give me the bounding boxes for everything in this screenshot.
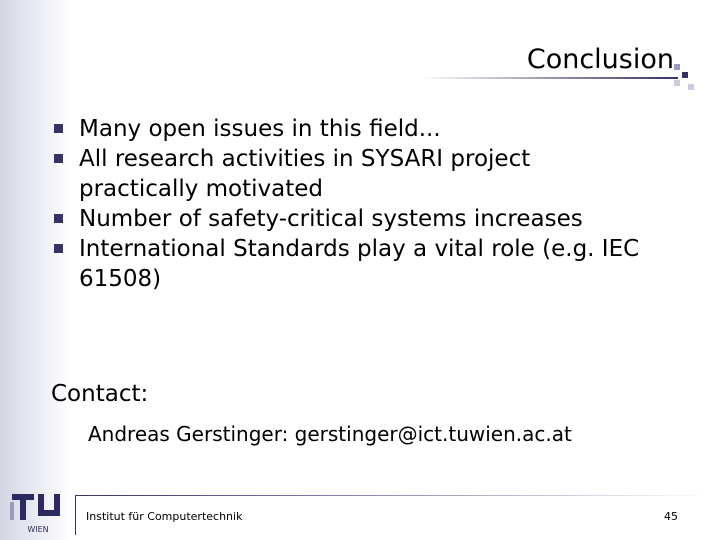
decoration-square [674,64,680,70]
slide-title: Conclusion [526,44,674,75]
bullet-item [51,144,651,204]
institute-name: Institut für Computertechnik [86,510,243,523]
bullet-text: Number of safety-critical systems increases [79,206,583,232]
bullet-item [51,204,651,234]
footer-rule [75,495,710,496]
square-bullet-icon [54,244,63,253]
bullet-text: International Standards play a vital role (e.g. IEC 61508) [79,236,640,292]
tu-wien-logo-icon [10,492,66,536]
title-underline [418,77,678,79]
bullet-item [51,114,651,144]
square-bullet-icon [54,214,63,223]
decoration-square [688,84,694,90]
contact-label: Contact: [51,381,149,407]
bullet-text: All research activities in SYSARI project practically motivated [79,146,531,202]
bullet-item [51,234,651,294]
contact-details: Andreas Gerstinger: gerstinger@ict.tuwien.ac.at [88,422,572,446]
square-bullet-icon [54,154,63,163]
logo-subtext: WIEN [27,525,49,534]
bullet-list [51,114,651,294]
square-bullet-icon [54,124,63,133]
page-number: 45 [664,510,678,523]
bullet-text: Many open issues in this field... [79,116,441,142]
decoration-square [674,80,680,86]
footer-tick [75,495,76,535]
decoration-square [682,72,688,78]
